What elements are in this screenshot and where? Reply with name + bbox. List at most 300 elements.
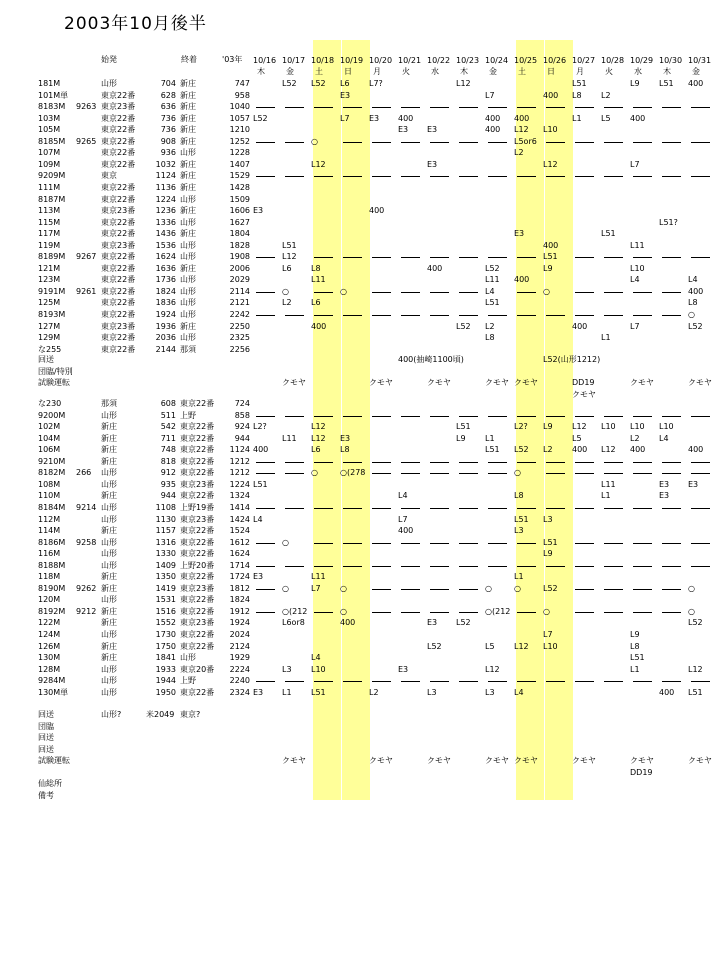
destination-station: 山形: [180, 275, 196, 285]
arrival-time: 1212: [229, 456, 250, 466]
car-assignment: ○: [340, 606, 347, 616]
no-service-dash: [430, 473, 449, 474]
no-service-dash: [691, 566, 710, 567]
car-assignment: L9: [630, 630, 640, 639]
no-service-dash: [488, 416, 507, 417]
no-service-dash: [256, 681, 275, 682]
no-service-dash: [314, 543, 333, 544]
no-service-dash: [430, 142, 449, 143]
destination-station: 新庄: [180, 136, 196, 146]
destination-station: 東京22番: [180, 630, 215, 639]
car-assignment: L2: [601, 90, 611, 100]
no-service-dash: [662, 508, 681, 509]
origin-station: 東京23番: [101, 206, 136, 216]
car-assignment: 400: [630, 445, 646, 455]
date-header: 10/16: [253, 56, 277, 65]
car-assignment: L6or8: [282, 618, 305, 628]
car-assignment: 400: [543, 240, 559, 250]
date-header: 10/23: [456, 56, 480, 65]
arrival-time: 2242: [229, 310, 250, 319]
car-assignment: L9: [456, 433, 466, 443]
car-assignment: L12: [456, 79, 471, 88]
car-assignment: L9: [543, 549, 553, 559]
car-assignment: L7: [543, 630, 553, 639]
no-service-dash: [372, 257, 391, 258]
car-assignment: 400: [253, 445, 269, 455]
arrival-time: 1804: [229, 229, 250, 239]
car-assignment: L52: [688, 618, 703, 628]
no-service-dash: [488, 176, 507, 177]
destination-station: 山形: [180, 298, 196, 308]
car-assignment: L51: [485, 298, 500, 308]
car-assignment: L12: [572, 422, 587, 432]
no-service-dash: [430, 462, 449, 463]
no-service-dash: [401, 612, 420, 613]
no-service-dash: [459, 681, 478, 682]
no-service-dash: [662, 315, 681, 316]
origin-station: 東京22番: [101, 275, 136, 285]
arrival-time: 1040: [229, 102, 250, 112]
section-label: 備考: [38, 790, 54, 800]
weekday-header: 水: [634, 67, 642, 76]
car-assignment: L7?: [369, 79, 383, 88]
car-assignment: ○: [282, 286, 289, 296]
no-service-dash: [372, 416, 391, 417]
departure-time: 1936: [155, 321, 176, 331]
no-service-dash: [633, 566, 652, 567]
car-assignment: L51: [485, 445, 500, 455]
section-label: 回送: [38, 733, 54, 743]
car-assignment: L10: [659, 422, 674, 432]
no-service-dash: [372, 315, 391, 316]
no-service-dash: [488, 543, 507, 544]
no-service-dash: [256, 257, 275, 258]
departure-time: 1536: [155, 240, 176, 250]
car-assignment: L51: [456, 422, 471, 432]
train-number: 101M単: [38, 90, 69, 100]
no-service-dash: [459, 416, 478, 417]
car-assignment: L2: [543, 445, 553, 455]
no-service-dash: [575, 142, 594, 143]
no-service-dash: [459, 473, 478, 474]
train-number: 110M: [38, 491, 61, 501]
no-service-dash: [575, 612, 594, 613]
departure-time: 2144: [155, 344, 176, 354]
destination-station: 新庄: [180, 102, 196, 112]
destination-station: 上野19番: [180, 502, 215, 512]
date-header: 10/22: [427, 56, 451, 65]
car-assignment: L8: [688, 298, 698, 308]
no-service-dash: [285, 566, 304, 567]
no-service-dash: [488, 257, 507, 258]
no-service-dash: [604, 292, 623, 293]
alt-train-number: 9261: [76, 286, 97, 296]
destination-station: 山形: [180, 653, 196, 663]
departure-time: 636: [160, 102, 176, 112]
departure-time: 711: [160, 433, 176, 443]
train-number: な230: [38, 399, 62, 408]
no-service-dash: [691, 142, 710, 143]
origin-station: 山形: [101, 676, 117, 686]
no-service-dash: [575, 462, 594, 463]
destination-station: 東京22番: [180, 549, 215, 559]
train-number: 8190M: [38, 583, 66, 593]
no-service-dash: [662, 257, 681, 258]
no-service-dash: [430, 612, 449, 613]
no-service-dash: [459, 107, 478, 108]
destination-station: 新庄: [180, 125, 196, 135]
car-assignment: E3: [253, 206, 264, 216]
origin-station: 新庄: [101, 606, 117, 616]
car-assignment: E3: [427, 618, 438, 628]
no-service-dash: [343, 176, 362, 177]
car-assignment: L51: [543, 537, 558, 547]
car-assignment: E3: [398, 125, 409, 135]
arrival-time: 1627: [229, 217, 250, 227]
train-number: 8182M: [38, 468, 66, 478]
no-service-dash: [517, 416, 536, 417]
car-assignment: L10: [311, 664, 326, 674]
no-service-dash: [633, 142, 652, 143]
car-assignment: L51: [688, 687, 703, 697]
destination-station: 東京22番: [180, 456, 215, 466]
no-service-dash: [430, 543, 449, 544]
train-number: 9200M: [38, 410, 66, 420]
date-header: 10/24: [485, 56, 509, 65]
no-service-dash: [459, 566, 478, 567]
date-header: 10/17: [282, 56, 306, 65]
car-assignment: L11: [630, 240, 645, 250]
car-assignment: E3: [369, 113, 380, 123]
car-assignment: L7: [485, 90, 495, 100]
departure-time: 818: [160, 456, 176, 466]
destination-station: 新庄: [180, 182, 196, 192]
car-assignment: 400: [369, 206, 385, 216]
no-service-dash: [372, 612, 391, 613]
car-assignment: L52: [485, 263, 500, 273]
destination-station: 東京22番: [180, 399, 215, 408]
destination-station: 東京22番: [180, 468, 215, 478]
date-header: 10/26: [543, 56, 567, 65]
destination-station: 東京23番: [180, 618, 215, 628]
no-service-dash: [604, 681, 623, 682]
no-service-dash: [430, 176, 449, 177]
no-service-dash: [256, 543, 275, 544]
origin-station: 東京22番: [101, 229, 136, 239]
car-assignment: ○: [543, 606, 550, 616]
car-assignment: ○: [282, 583, 289, 593]
car-assignment: 400: [688, 445, 704, 455]
train-number: 8186M: [38, 537, 66, 547]
car-assignment: L10: [601, 422, 616, 432]
departure-time: 1108: [155, 502, 176, 512]
no-service-dash: [604, 107, 623, 108]
no-service-dash: [662, 543, 681, 544]
no-service-dash: [517, 315, 536, 316]
origin-station: 東京23番: [101, 102, 136, 112]
car-assignment: L2: [630, 433, 640, 443]
no-service-dash: [604, 589, 623, 590]
header-dest: 終着: [181, 55, 197, 64]
departure-time: 1750: [155, 641, 176, 651]
day-note: クモヤ: [427, 378, 451, 388]
car-assignment: L8: [572, 90, 582, 100]
no-service-dash: [633, 473, 652, 474]
car-assignment: L4: [398, 491, 408, 501]
origin-station: 東京22番: [101, 125, 136, 135]
weekday-header: 火: [402, 67, 410, 76]
no-service-dash: [604, 473, 623, 474]
car-assignment: L52: [456, 618, 471, 628]
day-note: クモヤ: [427, 756, 451, 766]
weekday-header: 木: [460, 67, 468, 76]
car-assignment: L6: [311, 445, 321, 455]
weekday-header: 金: [286, 67, 294, 76]
weekday-header: 木: [257, 67, 265, 76]
car-assignment: L2?: [253, 422, 267, 432]
departure-time: 1836: [155, 298, 176, 308]
destination-station: 東京23番: [180, 479, 215, 489]
car-assignment: L52: [253, 113, 268, 123]
no-service-dash: [343, 416, 362, 417]
arrival-time: 1812: [229, 583, 250, 593]
no-service-dash: [314, 462, 333, 463]
car-assignment: L4: [253, 514, 263, 524]
no-service-dash: [343, 107, 362, 108]
destination-station: 山形: [180, 217, 196, 227]
no-service-dash: [575, 543, 594, 544]
origin-station: 東京22番: [101, 252, 136, 262]
destination-station: 新庄: [180, 90, 196, 100]
arrival-time: 2029: [229, 275, 250, 285]
no-service-dash: [546, 508, 565, 509]
day-note: クモヤ: [369, 756, 393, 766]
no-service-dash: [604, 142, 623, 143]
arrival-time: 2006: [229, 263, 250, 273]
section-label: 回送: [38, 710, 54, 719]
no-service-dash: [517, 292, 536, 293]
car-assignment: L11: [601, 479, 616, 489]
car-assignment: L8: [340, 445, 350, 455]
highlight-column: [545, 40, 573, 800]
train-number: 8185M: [38, 136, 66, 146]
train-number: 126M: [38, 641, 61, 651]
no-service-dash: [633, 416, 652, 417]
no-service-dash: [633, 107, 652, 108]
no-service-dash: [604, 612, 623, 613]
departure-time: 1736: [155, 275, 176, 285]
departure-time: 1624: [155, 252, 176, 262]
no-service-dash: [575, 107, 594, 108]
origin-station: 新庄: [101, 445, 117, 455]
no-service-dash: [256, 292, 275, 293]
destination-station: 山形: [180, 148, 196, 158]
no-service-dash: [430, 681, 449, 682]
no-service-dash: [401, 462, 420, 463]
origin-station: 山形: [101, 514, 117, 524]
arrival-time: 1529: [229, 171, 250, 181]
departure-time: 1552: [155, 618, 176, 628]
arrival-time: 1924: [229, 618, 250, 628]
train-number: 8189M: [38, 252, 66, 262]
departure-time: 908: [160, 136, 176, 146]
train-number: 121M: [38, 263, 61, 273]
no-service-dash: [256, 508, 275, 509]
origin-station: 新庄: [101, 491, 117, 501]
car-assignment: L4: [485, 286, 495, 296]
arrival-time: 2240: [229, 676, 250, 686]
destination-station: 上野20番: [180, 560, 215, 570]
departure-time: 1730: [155, 630, 176, 639]
no-service-dash: [575, 315, 594, 316]
arrival-time: 1210: [229, 125, 250, 135]
destination-station: 東京?: [180, 710, 201, 719]
day-note: DD19: [572, 378, 595, 388]
car-assignment: L3: [427, 687, 437, 697]
no-service-dash: [488, 142, 507, 143]
car-assignment: E3: [340, 433, 351, 443]
departure-time: 736: [160, 125, 176, 135]
destination-station: 東京22番: [180, 572, 215, 582]
car-assignment: E3: [253, 687, 264, 697]
train-number: 181M: [38, 79, 61, 88]
origin-station: 東京22番: [101, 333, 136, 343]
train-number: 123M: [38, 275, 61, 285]
train-number: 120M: [38, 595, 61, 605]
car-assignment: L1: [601, 491, 611, 501]
destination-station: 山形: [180, 310, 196, 319]
arrival-time: 747: [234, 79, 250, 88]
arrival-time: 2256: [229, 344, 250, 354]
no-service-dash: [430, 508, 449, 509]
car-assignment: L1: [601, 333, 611, 343]
no-service-dash: [343, 257, 362, 258]
origin-station: 東京22番: [101, 217, 136, 227]
no-service-dash: [662, 589, 681, 590]
section-label: 回送: [38, 744, 54, 754]
car-assignment: L2: [485, 321, 495, 331]
no-service-dash: [401, 142, 420, 143]
origin-station: 山形: [101, 479, 117, 489]
car-assignment: L6: [340, 79, 350, 88]
arrival-time: 1414: [229, 502, 250, 512]
no-service-dash: [575, 257, 594, 258]
origin-station: 山形: [101, 560, 117, 570]
section-label: 団臨/特別: [38, 366, 73, 376]
date-header: 10/19: [340, 56, 364, 65]
origin-station: 東京22番: [101, 344, 136, 354]
departure-time: 1933: [155, 664, 176, 674]
departure-time: 1330: [155, 549, 176, 559]
car-assignment: E3: [659, 479, 670, 489]
car-assignment: L12: [311, 422, 326, 432]
origin-station: 東京22番: [101, 148, 136, 158]
car-assignment: ○: [688, 310, 695, 319]
no-service-dash: [633, 681, 652, 682]
train-number: 129M: [38, 333, 61, 343]
no-service-dash: [517, 681, 536, 682]
no-service-dash: [633, 315, 652, 316]
car-assignment: ○: [340, 286, 347, 296]
day-note: クモヤ: [572, 389, 596, 399]
no-service-dash: [691, 543, 710, 544]
no-service-dash: [256, 473, 275, 474]
no-service-dash: [546, 462, 565, 463]
car-assignment: ○(212: [282, 606, 308, 616]
car-assignment: L52: [311, 79, 326, 88]
no-service-dash: [343, 142, 362, 143]
no-service-dash: [285, 142, 304, 143]
weekday-header: 金: [692, 67, 700, 76]
departure-time: 1636: [155, 263, 176, 273]
destination-station: 東京22番: [180, 606, 215, 616]
origin-station: 東京22番: [101, 182, 136, 192]
train-number: 127M: [38, 321, 61, 331]
car-assignment: L12: [543, 159, 558, 169]
arrival-time: 1828: [229, 240, 250, 250]
car-assignment: L51: [630, 653, 645, 663]
highlight-column: [342, 40, 370, 800]
no-service-dash: [459, 462, 478, 463]
no-service-dash: [517, 107, 536, 108]
train-number: 9209M: [38, 171, 66, 181]
date-header: 10/18: [311, 56, 335, 65]
no-service-dash: [517, 257, 536, 258]
no-service-dash: [691, 416, 710, 417]
no-service-dash: [575, 416, 594, 417]
day-note: クモヤ: [514, 756, 538, 766]
car-assignment: L7: [630, 321, 640, 331]
no-service-dash: [372, 543, 391, 544]
alt-train-number: 9262: [76, 583, 97, 593]
car-assignment: L2: [282, 298, 292, 308]
car-assignment: ○: [688, 583, 695, 593]
no-service-dash: [604, 543, 623, 544]
arrival-time: 724: [234, 399, 250, 408]
no-service-dash: [314, 612, 333, 613]
no-service-dash: [662, 612, 681, 613]
alt-train-number: 9265: [76, 136, 97, 146]
header-origin: 始発: [101, 55, 117, 64]
date-header: 10/29: [630, 56, 654, 65]
car-assignment: E3: [688, 479, 699, 489]
no-service-dash: [401, 416, 420, 417]
no-service-dash: [314, 176, 333, 177]
car-assignment: L8: [485, 333, 495, 343]
destination-station: 那須: [180, 344, 196, 354]
car-assignment: ○: [311, 136, 318, 146]
weekday-header: 木: [663, 67, 671, 76]
no-service-dash: [314, 566, 333, 567]
departure-time: 935: [160, 479, 176, 489]
car-assignment: L51: [659, 79, 674, 88]
arrival-time: 1124: [229, 445, 250, 455]
departure-time: 511: [160, 410, 176, 420]
origin-station: 山形: [101, 537, 117, 547]
departure-time: 542: [160, 422, 176, 432]
no-service-dash: [401, 589, 420, 590]
alt-train-number: 9263: [76, 102, 97, 112]
day-note: クモヤ: [485, 756, 509, 766]
car-assignment: 400: [311, 321, 327, 331]
destination-station: 山形: [180, 194, 196, 204]
car-assignment: ○: [514, 583, 521, 593]
train-number: 8184M: [38, 502, 66, 512]
weekday-header: 土: [315, 67, 323, 76]
no-service-dash: [575, 566, 594, 567]
no-service-dash: [488, 681, 507, 682]
no-service-dash: [691, 176, 710, 177]
